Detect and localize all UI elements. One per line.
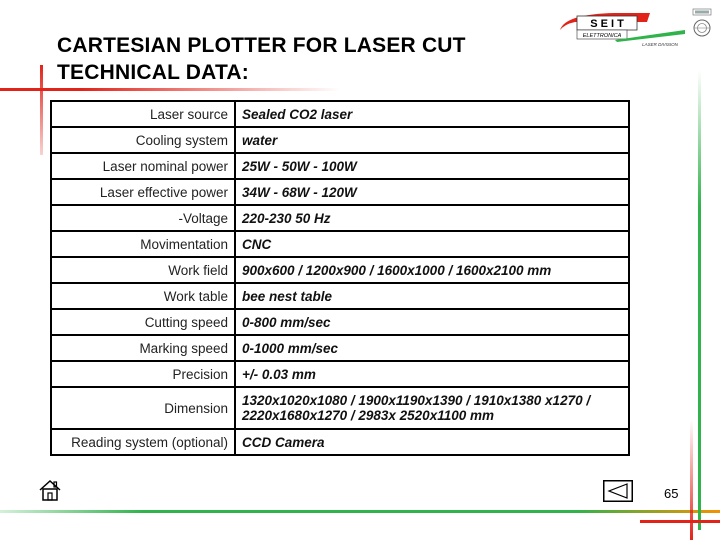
spec-value: CCD Camera [235, 429, 629, 455]
title-line-1: CARTESIAN PLOTTER FOR LASER CUT [57, 34, 466, 57]
spec-value: 220-230 50 Hz [235, 205, 629, 231]
slide-title [57, 32, 466, 86]
logo-brand: S E I T [590, 18, 624, 30]
table-row [51, 429, 629, 455]
spec-label: Cutting speed [51, 309, 235, 335]
red-top-fade-line [80, 88, 340, 91]
spec-label: Work table [51, 283, 235, 309]
spec-label: Reading system (optional) [51, 429, 235, 455]
spec-label: Laser effective power [51, 179, 235, 205]
certification-badge-icon [692, 8, 712, 40]
logo-sub: ELETTRONICA [582, 33, 622, 39]
red-bottom-right-line [640, 520, 720, 523]
spec-value: 34W - 68W - 120W [235, 179, 629, 205]
spec-value: +/- 0.03 mm [235, 361, 629, 387]
spec-value: CNC [235, 231, 629, 257]
table-row [51, 101, 629, 127]
logo-division: LASER DIVISION [642, 42, 678, 47]
spec-value: 0-1000 mm/sec [235, 335, 629, 361]
spec-label: Movimentation [51, 231, 235, 257]
spec-value: Sealed CO2 laser [235, 101, 629, 127]
table-row [51, 127, 629, 153]
spec-label: -Voltage [51, 205, 235, 231]
red-left-vertical-line [40, 65, 43, 155]
green-bottom-horizontal-line [0, 510, 720, 513]
technical-data-table [50, 100, 630, 456]
spec-value: 900x600 / 1200x900 / 1600x1000 / 1600x2100 mm [235, 257, 629, 283]
spec-value: 25W - 50W - 100W [235, 153, 629, 179]
spec-label: Cooling system [51, 127, 235, 153]
green-right-vertical-line [698, 70, 701, 530]
home-icon[interactable] [38, 478, 62, 502]
spec-value: 0-800 mm/sec [235, 309, 629, 335]
spec-label: Dimension [51, 387, 235, 429]
back-triangle-icon[interactable] [603, 480, 633, 502]
page-number: 65 [664, 486, 679, 501]
table-row [51, 179, 629, 205]
spec-value: water [235, 127, 629, 153]
table-row [51, 309, 629, 335]
table-row [51, 231, 629, 257]
spec-value: 1320x1020x1080 / 1900x1190x1390 / 1910x1380 x1270 / 2220x1680x1270 / 2983x 2520x1100 mm [235, 387, 629, 429]
title-line-2: TECHNICAL DATA: [57, 61, 249, 84]
spec-label: Laser nominal power [51, 153, 235, 179]
table-row [51, 257, 629, 283]
table-row [51, 387, 629, 429]
spec-label: Work field [51, 257, 235, 283]
table-row [51, 361, 629, 387]
table-row [51, 205, 629, 231]
seit-logo [555, 8, 690, 48]
spec-label: Marking speed [51, 335, 235, 361]
spec-value: bee nest table [235, 283, 629, 309]
table-row [51, 283, 629, 309]
spec-label: Precision [51, 361, 235, 387]
table-row [51, 153, 629, 179]
spec-label: Laser source [51, 101, 235, 127]
table-row [51, 335, 629, 361]
